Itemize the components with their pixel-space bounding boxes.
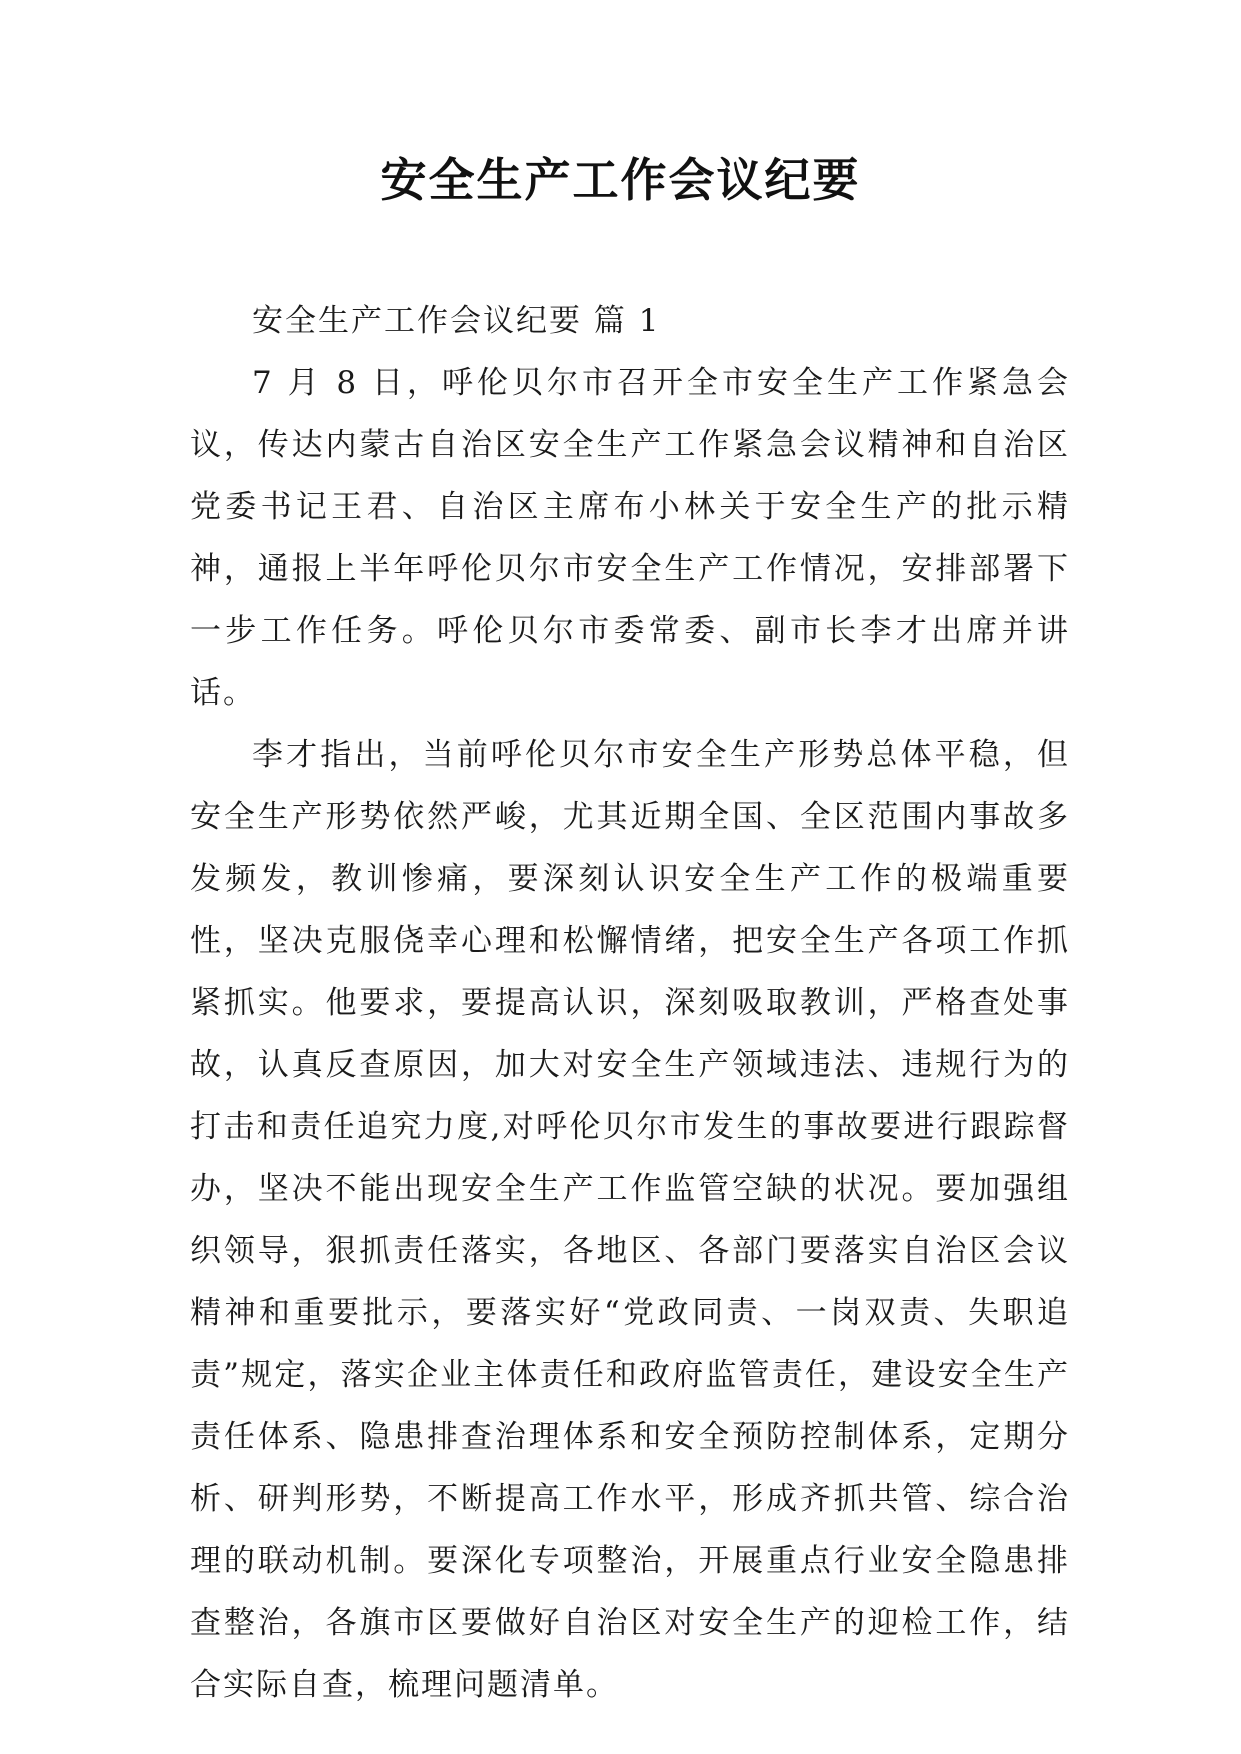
- document-body: [190, 290, 1070, 1716]
- document-subtitle: 安全生产工作会议纪要 篇 1: [252, 303, 661, 339]
- paragraph-1: 7 月 8 日，呼伦贝尔市召开全市安全生产工作紧急会议，传达内蒙古自治区安全生产工作紧急会议精神和自治区党委书记王君、自治区主席布小林关于安全生产的批示精神，通报上半年呼伦贝尔市安全生产工作情况，安排部署下一步工作任务。呼伦贝尔市委常委、副市长李才出席并讲话。: [190, 365, 1070, 711]
- document-title: 安全生产工作会议纪要: [380, 153, 861, 207]
- paragraph-2: 李才指出，当前呼伦贝尔市安全生产形势总体平稳，但安全生产形势依然严峻，尤其近期全国、全区范围内事故多发频发，教训惨痛，要深刻认识安全生产工作的极端重要性，坚决克服侥幸心理和松懈情绪，把安全生产各项工作抓紧抓实。他要求，要提高认识，深刻吸取教训，严格查处事故，认真反查原因，加大对安全生产领域违法、违规行为的打击和责任追究力度,对呼伦贝尔市发生的事故要进行跟踪督办，坚决不能出现安全生产工作监管空缺的状况。要加强组织领导，狠抓责任落实，各地区、各部门要落实自治区会议精神和重要批示，要落实好“党政同责、一岗双责、失职追责”规定，落实企业主体责任和政府监管责任，建设安全生产责任体系、隐患排查治理体系和安全预防控制体系，定期分析、研判形势，不断提高工作水平，形成齐抓共管、综合治理的联动机制。要深化专项整治，开展重点行业安全隐患排查整治，各旗市区要做好自治区对安全生产的迎检工作，结合实际自查，梳理问题清单。: [190, 737, 1070, 1703]
